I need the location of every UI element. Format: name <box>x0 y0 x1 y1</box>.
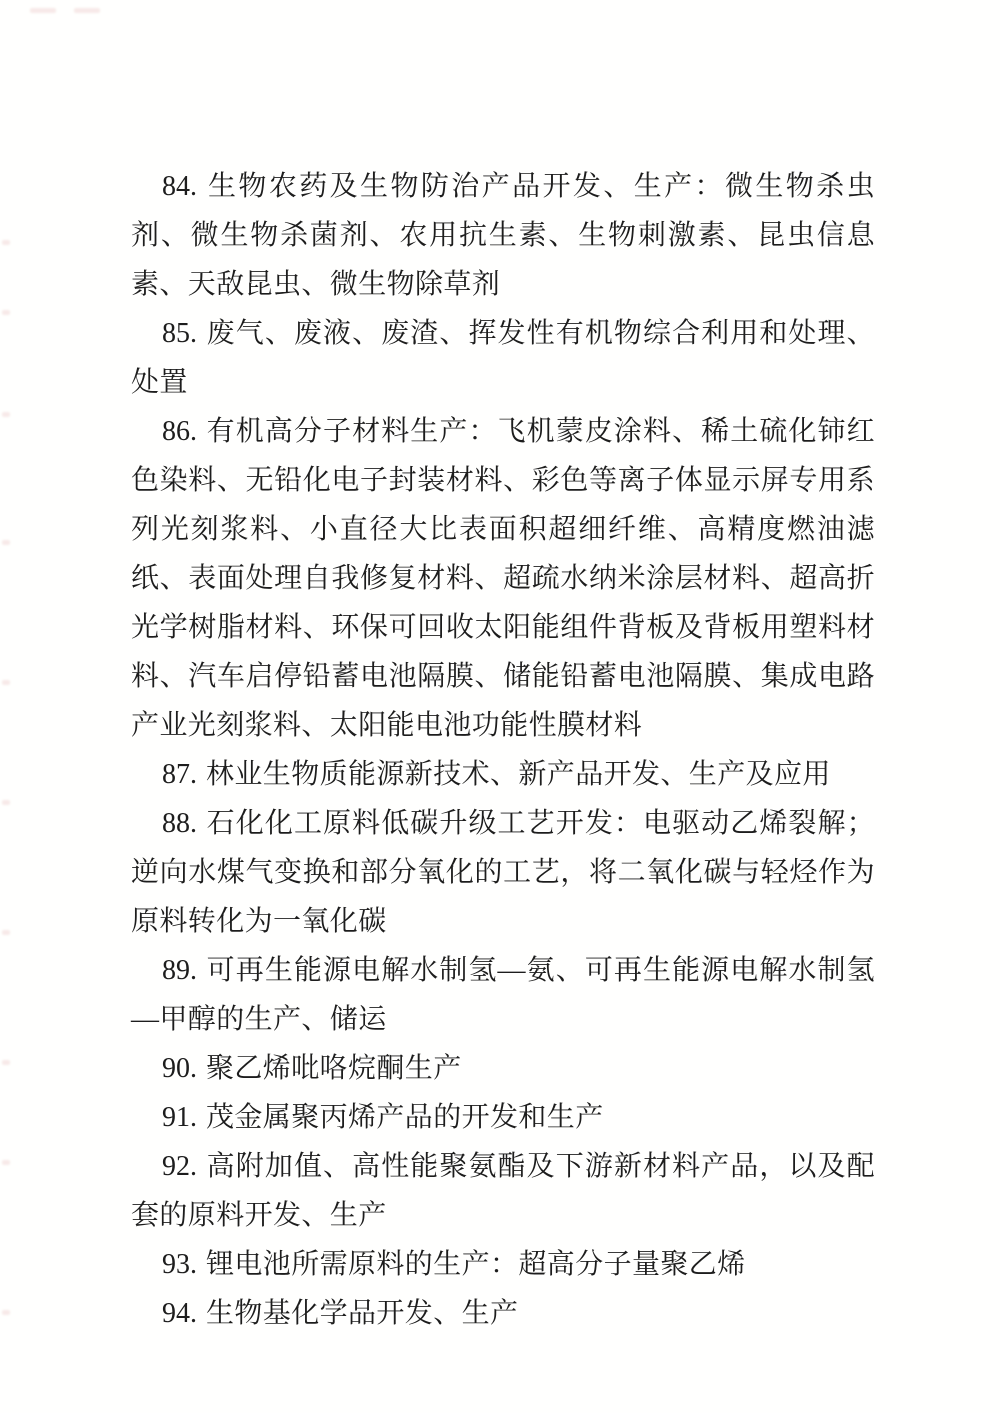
scan-speck <box>74 8 100 13</box>
list-item-text: 石化化工原料低碳升级工艺开发：电驱动乙烯裂解；逆向水煤气变换和部分氧化的工艺，将二氧化碳与轻烃作为原料转化为一氧化碳 <box>131 808 875 937</box>
list-item-text: 有机高分子材料生产：飞机蒙皮涂料、稀土硫化铈红色染料、无铅化电子封装材料、彩色等离子体显示屏专用系列光刻浆料、小直径大比表面积超细纤维、高精度燃油滤纸、表面处理自我修复材料、超疏水纳米涂层材料、超高折光学树脂材料、环保可回收太阳能组件背板及背板用塑料材料、汽车启停铅蓄电池隔膜、储能铅蓄电池隔膜、集成电路产业光刻浆料、太阳能电池功能性膜材料 <box>131 416 875 741</box>
list-item-text: 生物农药及生物防治产品开发、生产：微生物杀虫剂、微生物杀菌剂、农用抗生素、生物刺激素、昆虫信息素、天敌昆虫、微生物除草剂 <box>131 171 875 300</box>
list-item-number: 90. <box>162 1053 197 1084</box>
list-item-text: 可再生能源电解水制氢—氨、可再生能源电解水制氢—甲醇的生产、储运 <box>131 955 875 1035</box>
scan-speck <box>2 310 10 315</box>
list-item-number: 94. <box>162 1298 197 1329</box>
scan-speck <box>2 240 10 245</box>
scan-speck <box>2 1060 10 1065</box>
list-item <box>131 1044 875 1093</box>
list-item-number: 87. <box>162 759 197 790</box>
list-item <box>131 750 875 799</box>
list-item <box>131 1289 875 1338</box>
list-item-text: 林业生物质能源新技术、新产品开发、生产及应用 <box>206 759 831 790</box>
list-item-number: 91. <box>162 1102 197 1133</box>
scan-speck <box>2 800 10 805</box>
list-item-text: 聚乙烯吡咯烷酮生产 <box>206 1053 462 1084</box>
list-item-number: 89. <box>162 955 197 986</box>
scan-speck <box>2 1160 10 1165</box>
list-item-number: 86. <box>162 416 197 447</box>
list-item-number: 92. <box>162 1151 197 1182</box>
list-item <box>131 946 875 1044</box>
list-item-text: 锂电池所需原料的生产：超高分子量聚乙烯 <box>206 1249 746 1280</box>
scan-speck <box>2 412 10 417</box>
list-item <box>131 1142 875 1240</box>
document-body <box>131 162 875 1338</box>
list-item <box>131 1093 875 1142</box>
scan-speck <box>2 1310 10 1315</box>
scan-speck <box>30 8 56 13</box>
list-item <box>131 162 875 309</box>
list-item-text: 茂金属聚丙烯产品的开发和生产 <box>206 1102 604 1133</box>
list-item-number: 85. <box>162 318 197 349</box>
list-item <box>131 309 875 407</box>
list-item-number: 93. <box>162 1249 197 1280</box>
list-item-text: 生物基化学品开发、生产 <box>206 1298 519 1329</box>
list-item <box>131 407 875 750</box>
scan-speck <box>2 540 10 545</box>
list-item-text: 废气、废液、废渣、挥发性有机物综合利用和处理、处置 <box>131 318 875 398</box>
list-item-text: 高附加值、高性能聚氨酯及下游新材料产品，以及配套的原料开发、生产 <box>131 1151 875 1231</box>
list-item <box>131 1240 875 1289</box>
list-item <box>131 799 875 946</box>
scan-speck <box>2 680 10 685</box>
scan-speck <box>2 930 10 935</box>
list-item-number: 84. <box>162 171 197 202</box>
list-item-number: 88. <box>162 808 197 839</box>
